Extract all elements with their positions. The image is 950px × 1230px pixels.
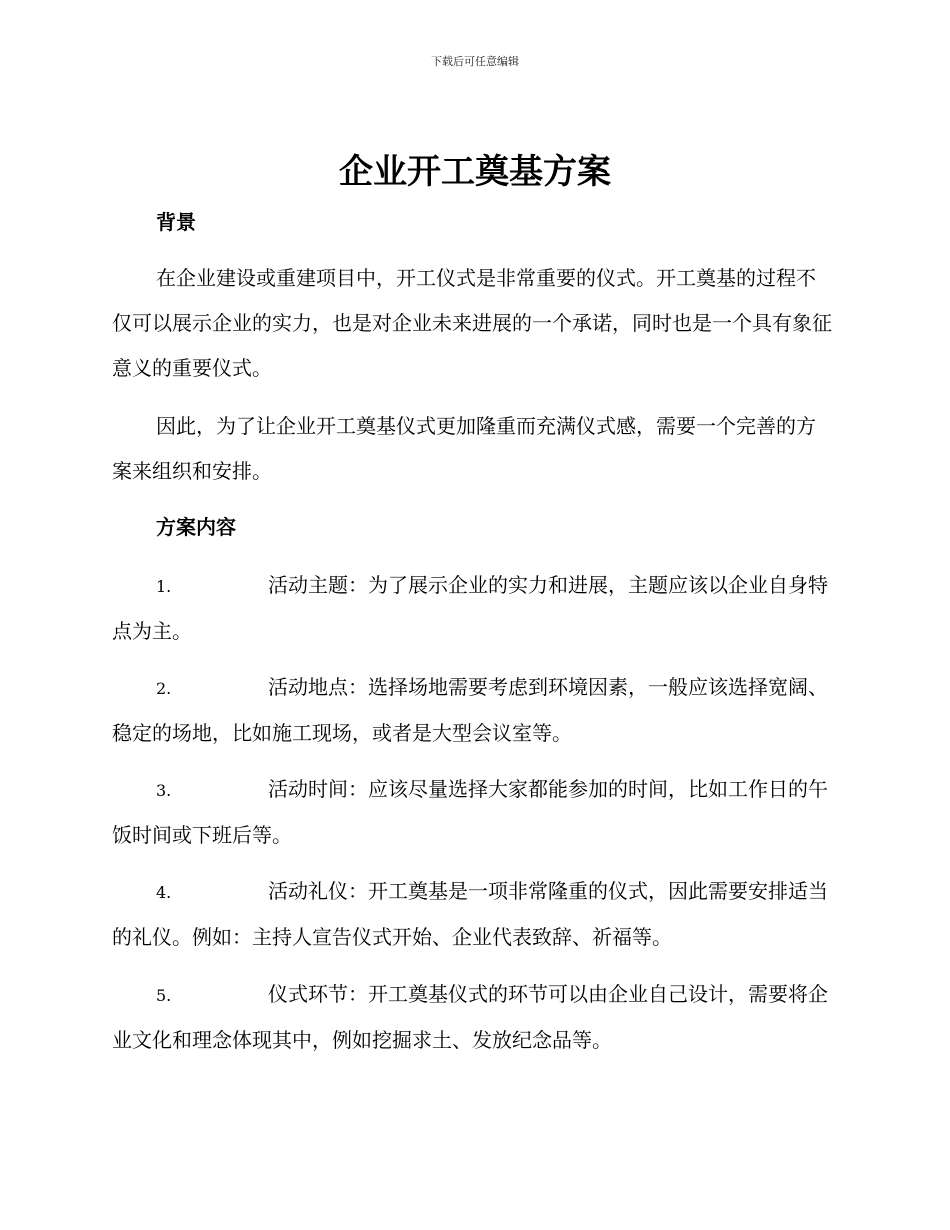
list-item: [112, 563, 834, 654]
list-item-number: 2.: [156, 679, 172, 698]
list-item: [112, 869, 834, 960]
list-item-number: 4.: [156, 883, 172, 902]
document-title: 企业开工奠基方案: [339, 152, 611, 192]
list-item-number: 5.: [156, 986, 172, 1005]
list-item-text: 活动礼仪：开工奠基是一项非常隆重的仪式，因此需要安排适当的礼仪。例如：主持人宣告仪式开始、企业代表致辞、祈福等。: [112, 879, 828, 949]
page-header: 下载后可任意编辑: [431, 55, 519, 68]
list-item-text: 活动地点：选择场地需要考虑到环境因素，一般应该选择宽阔、稳定的场地，比如施工现场，或者是大型会议室等。: [112, 675, 828, 745]
list-item-number: 3.: [156, 781, 172, 800]
list-item: [112, 972, 834, 1063]
list-item-text: 活动主题：为了展示企业的实力和进展，主题应该以企业自身特点为主。: [112, 573, 828, 643]
list-item: [112, 665, 834, 756]
list-item-number: 1.: [156, 577, 172, 596]
paragraph: 在企业建设或重建项目中，开工仪式是非常重要的仪式。开工奠基的过程不仅可以展示企业的实力，也是对企业未来进展的一个承诺，同时也是一个具有象征意义的重要仪式。: [112, 266, 832, 380]
list-item: [112, 767, 834, 858]
section-heading-plan-content: 方案内容: [156, 515, 236, 539]
paragraph: 因此，为了让企业开工奠基仪式更加隆重而充满仪式感，需要一个完善的方案来组织和安排。: [112, 414, 816, 483]
section-heading-background: 背景: [156, 210, 196, 234]
list-item-text: 活动时间：应该尽量选择大家都能参加的时间，比如工作日的午饭时间或下班后等。: [112, 777, 828, 847]
list-item-text: 仪式环节：开工奠基仪式的环节可以由企业自己设计，需要将企业文化和理念体现其中，例如挖掘求土、发放纪念品等。: [112, 982, 828, 1052]
